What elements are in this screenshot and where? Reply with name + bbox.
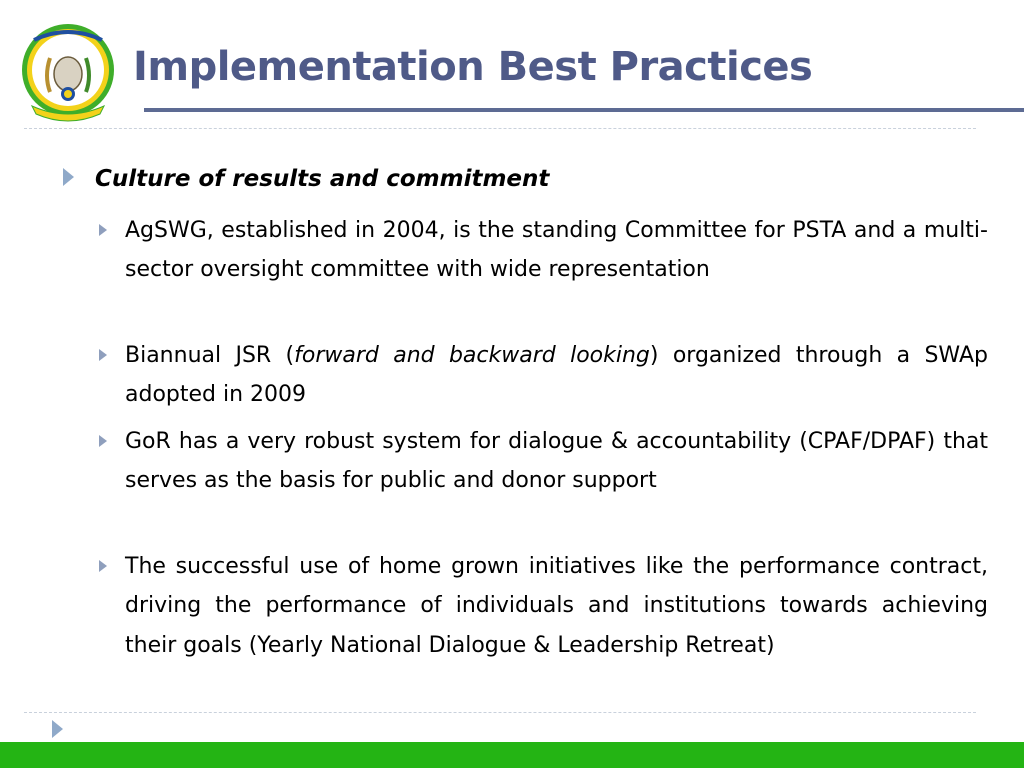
section-heading: Culture of results and commitment (95, 166, 550, 192)
bullet-arrow-icon (99, 224, 107, 236)
list-item: The successful use of home grown initiatives like the performance contract, driving the performance of individuals and institutions towards achieving their goals (Yearly National Dialogue & Leadership Retreat) (125, 554, 988, 658)
title-underline (144, 108, 1024, 112)
list-item: GoR has a very robust system for dialogue & accountability (CPAF/DPAF) that serves as the basis for public and donor support (125, 429, 988, 494)
bottom-divider (24, 712, 976, 713)
list-item-text: Biannual JSR ( (125, 343, 295, 368)
footer-arrow-icon (52, 720, 63, 738)
top-divider (24, 128, 976, 129)
list-item: AgSWG, established in 2004, is the standing Committee for PSTA and a multi-sector oversight committee with wide representation (125, 218, 988, 283)
rwanda-coat-of-arms-icon (20, 22, 116, 126)
list-item (125, 336, 988, 415)
bullet-arrow-icon (63, 168, 74, 186)
bullet-arrow-icon (99, 349, 107, 361)
bullet-arrow-icon (99, 435, 107, 447)
list-item-emphasis: forward and backward looking (294, 343, 650, 368)
page-title: Implementation Best Practices (133, 44, 813, 90)
list-item-text: ) organized through a SWAp adopted in 2009 (125, 343, 988, 408)
footer-bar (0, 742, 1024, 768)
bullet-arrow-icon (99, 560, 107, 572)
